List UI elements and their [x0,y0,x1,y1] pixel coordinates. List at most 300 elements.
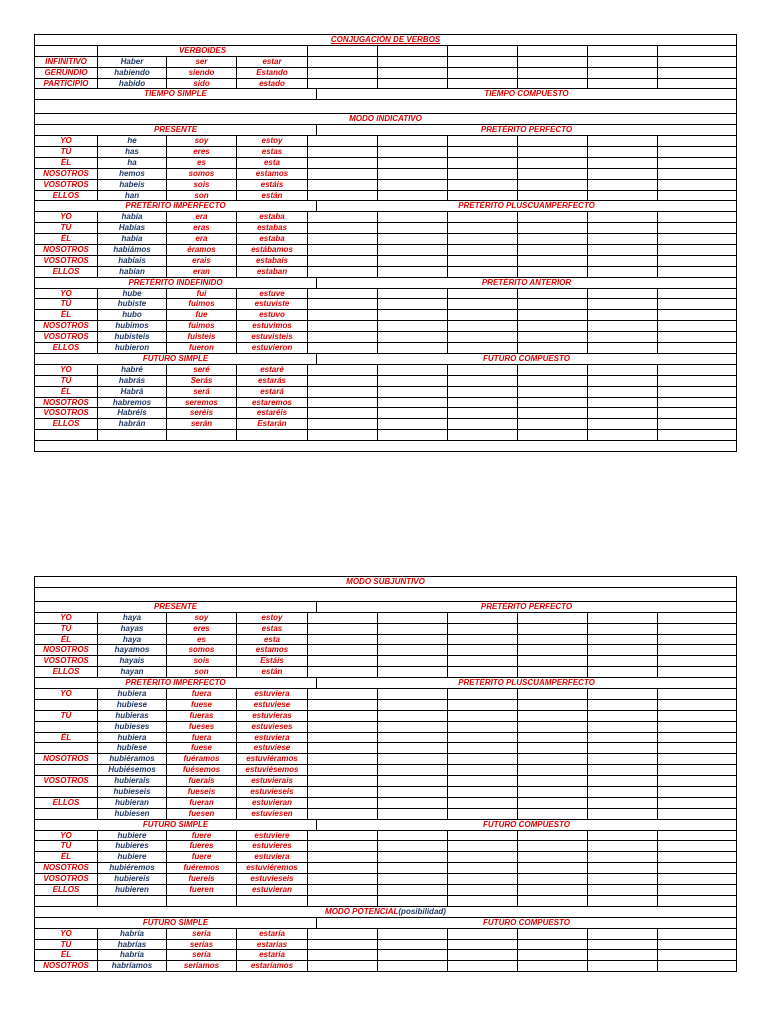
modo-potencial-row [35,907,736,918]
empty-cell [308,645,378,655]
conjugation-row [35,158,736,169]
ser-cell: fuera [167,689,237,699]
empty-cell [378,874,448,884]
tiempo-header-row-right-title: TIEMPO COMPUESTO [484,89,569,99]
empty-cell [378,408,448,418]
empty-cell [518,245,588,255]
empty-cell [518,863,588,873]
estar-cell: estuviéremos [237,863,308,873]
empty-cell [588,299,658,309]
haber-cell: hubiéremos [98,863,167,873]
empty-cell [518,831,588,841]
empty-cell [378,852,448,862]
ser-cell: soy [167,613,237,623]
empty-cell [658,831,736,841]
spacer-row [35,588,736,602]
empty-cell [308,212,378,222]
empty-cell [308,733,378,743]
pronoun-cell: YO [35,929,98,939]
ser-cell: soy [167,136,237,146]
ser-cell: fuésemos [167,765,237,775]
estar-cell: estuviésemos [237,765,308,775]
haber-cell: habiámos [98,245,167,255]
haber-cell: hayas [98,624,167,634]
empty-cell [658,929,736,939]
empty-cell [448,234,518,244]
empty-cell [518,776,588,786]
empty-cell [658,191,736,201]
pronoun-cell: VOSOTROS [35,408,98,418]
conjugation-row [35,711,736,722]
conjugation-row [35,223,736,234]
empty-cell [658,79,736,89]
haber-cell: has [98,147,167,157]
estar-cell: estuvo [237,310,308,320]
empty-cell [518,700,588,710]
conjugation-row [35,136,736,147]
pronoun-cell: YO [35,289,98,299]
empty-cell [658,667,736,677]
empty-cell [35,46,98,56]
pronoun-cell: VOSOTROS [35,656,98,666]
empty-cell [448,961,518,971]
empty-cell [518,689,588,699]
empty-cell [588,940,658,950]
tiempo-header-row-left-title: TIEMPO SIMPLE [35,89,317,99]
haber-cell: habré [98,365,167,375]
empty-cell [588,798,658,808]
empty-cell [448,700,518,710]
empty-cell [308,147,378,157]
conjugation-row [35,180,736,191]
tense-header-row-left-title: PRESENTE [35,602,317,612]
empty-cell [448,733,518,743]
ser-cell: fue [167,310,237,320]
haber-cell: hubiéramos [98,754,167,764]
tense-header-row [35,602,736,613]
verboide-ser: sido [167,79,237,89]
empty-cell [588,787,658,797]
pronoun-cell: ELLOS [35,419,98,429]
empty-cell [658,267,736,277]
spacer-row-blank [35,588,736,601]
empty-cell [658,212,736,222]
spacer-row [35,441,736,452]
empty-cell [308,191,378,201]
conjugation-row [35,961,736,972]
empty-cell [308,223,378,233]
empty-cell [658,950,736,960]
empty-cell [518,430,588,440]
tense-header-row-right-title: PRETÉRITO PLUSCUAMPERFECTO [458,201,595,211]
empty-cell [518,180,588,190]
empty-cell [308,700,378,710]
haber-cell: hubieses [98,722,167,732]
empty-cell [658,885,736,895]
pronoun-cell: ÉL [35,158,98,168]
empty-cell [448,191,518,201]
empty-cell [658,430,736,440]
empty-cell [588,169,658,179]
ser-cell: sois [167,656,237,666]
empty-cell [448,613,518,623]
tense-header-row [35,820,736,831]
estar-cell: Estarán [237,419,308,429]
tense-header-row-right-title: PRETÉRITO PERFECTO [480,125,573,135]
empty-cell [378,929,448,939]
empty-cell [448,711,518,721]
empty-cell [308,46,378,56]
haber-cell: hubierais [98,776,167,786]
haber-cell: había [98,212,167,222]
haber-cell: hubimos [98,321,167,331]
ser-cell: erais [167,256,237,266]
haber-cell: habrías [98,940,167,950]
empty-cell [378,147,448,157]
ser-cell: fuesen [167,809,237,819]
pronoun-cell: NOSOTROS [35,645,98,655]
pronoun-cell: ÉL [35,635,98,645]
empty-cell [308,180,378,190]
empty-cell [378,831,448,841]
empty-cell [378,613,448,623]
ser-cell: fueras [167,711,237,721]
empty-cell [658,343,736,353]
pronoun-cell [35,765,98,775]
empty-cell [448,863,518,873]
empty-cell [378,267,448,277]
ser-cell: eres [167,624,237,634]
empty-cell [448,256,518,266]
empty-cell [308,408,378,418]
empty-cell [308,929,378,939]
haber-cell: habeis [98,180,167,190]
estar-cell: estarás [237,376,308,386]
empty-cell [658,158,736,168]
empty-cell [308,321,378,331]
haber-cell: hubiera [98,733,167,743]
verboide-estar: Estando [237,68,308,78]
empty-cell [658,365,736,375]
empty-cell [378,256,448,266]
conjugation-row [35,765,736,776]
empty-cell [588,624,658,634]
haber-cell: hubiste [98,299,167,309]
conjugation-row [35,689,736,700]
conjugation-row [35,321,736,332]
empty-cell [588,852,658,862]
empty-cell [448,343,518,353]
empty-cell [378,299,448,309]
empty-cell [378,798,448,808]
estar-cell: esta [237,158,308,168]
ser-cell: fuera [167,733,237,743]
empty-cell [658,245,736,255]
estar-cell: estuvieres [237,841,308,851]
pronoun-cell: ÉL [35,950,98,960]
empty-cell [588,743,658,753]
empty-cell [588,863,658,873]
ser-cell: seréis [167,408,237,418]
empty-cell [518,169,588,179]
empty-cell [378,645,448,655]
empty-cell [308,267,378,277]
conjugation-row [35,940,736,951]
ser-cell: seríamos [167,961,237,971]
estar-cell: están [237,191,308,201]
empty-cell [308,950,378,960]
empty-cell [448,332,518,342]
empty-cell [448,874,518,884]
verboide-ser: ser [167,57,237,67]
haber-cell: hubiera [98,689,167,699]
empty-cell [658,299,736,309]
empty-cell [308,245,378,255]
empty-cell [518,961,588,971]
ser-cell: fuese [167,743,237,753]
empty-cell [308,68,378,78]
spacer-row-blank [35,100,736,113]
estar-cell: estará [237,387,308,397]
pronoun-cell: VOSOTROS [35,256,98,266]
empty-cell [658,234,736,244]
verboides-header-row [35,46,736,57]
verboide-estar: estar [237,57,308,67]
empty-cell [448,885,518,895]
conjugation-row [35,343,736,354]
empty-cell [518,929,588,939]
estar-cell: estamos [237,645,308,655]
empty-cell [518,68,588,78]
empty-cell [378,940,448,950]
pronoun-cell: NOSOTROS [35,398,98,408]
conjugation-row [35,852,736,863]
pronoun-cell: NOSOTROS [35,245,98,255]
empty-cell [448,624,518,634]
empty-cell [448,158,518,168]
conjugation-row [35,667,736,678]
empty-cell [448,896,518,906]
empty-cell [658,874,736,884]
haber-cell: habría [98,929,167,939]
tense-header-row-right-title: FUTURO COMPUESTO [483,819,570,829]
empty-cell [448,419,518,429]
conjugation-row [35,885,736,896]
pronoun-cell [35,722,98,732]
empty-cell [378,896,448,906]
verboide-row [35,57,736,68]
estar-cell: están [237,667,308,677]
empty-cell [308,874,378,884]
empty-cell [308,667,378,677]
empty-cell [378,343,448,353]
haber-cell: hubo [98,310,167,320]
empty-cell [378,310,448,320]
conjugation-row [35,841,736,852]
ser-cell: fuéremos [167,863,237,873]
ser-cell: fuéramos [167,754,237,764]
conjugation-row [35,743,736,754]
empty-cell [588,885,658,895]
estar-cell: estuviesen [237,809,308,819]
empty-cell [588,289,658,299]
empty-cell [448,180,518,190]
pronoun-cell: ELLOS [35,267,98,277]
empty-cell [658,68,736,78]
empty-cell [658,332,736,342]
conjugation-row [35,950,736,961]
estar-cell: estuvieras [237,711,308,721]
empty-cell [658,656,736,666]
empty-cell [658,136,736,146]
empty-cell [378,169,448,179]
empty-cell [448,136,518,146]
empty-cell [588,831,658,841]
empty-cell [588,256,658,266]
empty-cell [448,267,518,277]
empty-cell [588,754,658,764]
tense-header-row-right-title: PRETÉRITO ANTERIOR [481,277,572,287]
empty-cell [308,831,378,841]
haber-cell: hemos [98,169,167,179]
pronoun-cell: YO [35,136,98,146]
estar-cell: estas [237,624,308,634]
empty-cell [378,841,448,851]
conjugation-row [35,874,736,885]
empty-cell [308,256,378,266]
modo-potencial-row-text: MODO POTENCIAL(posibilidad) [325,906,446,916]
empty-cell [588,398,658,408]
empty-cell [518,874,588,884]
empty-cell [588,961,658,971]
haber-cell: hubieseis [98,787,167,797]
empty-cell [518,46,588,56]
empty-cell [518,267,588,277]
empty-cell [518,419,588,429]
tense-header-row-right-title: FUTURO COMPUESTO [483,917,570,927]
ser-cell: sería [167,950,237,960]
empty-cell [588,234,658,244]
conjugation-row [35,365,736,376]
empty-cell [378,212,448,222]
empty-cell [658,387,736,397]
empty-cell [518,191,588,201]
empty-cell [308,776,378,786]
estar-cell: estuviese [237,743,308,753]
empty-cell [518,743,588,753]
conjugation-row [35,299,736,310]
ser-cell: sois [167,180,237,190]
empty-cell [308,613,378,623]
empty-cell [518,809,588,819]
verboide-estar: estado [237,79,308,89]
pronoun-cell [35,700,98,710]
empty-cell [448,743,518,753]
empty-cell [378,223,448,233]
empty-cell [378,961,448,971]
empty-cell [237,430,308,440]
empty-cell [658,787,736,797]
haber-cell: haya [98,613,167,623]
empty-cell [518,343,588,353]
tense-header-row-left-title: PRETÉRITO IMPERFECTO [35,678,317,688]
estar-cell: estuvieses [237,722,308,732]
empty-cell [308,940,378,950]
empty-cell [588,191,658,201]
empty-cell [518,256,588,266]
empty-cell [308,841,378,851]
pronoun-cell: ÉL [35,310,98,320]
pronoun-cell: TÚ [35,147,98,157]
pronoun-cell: ELLOS [35,191,98,201]
haber-cell: ha [98,158,167,168]
empty-cell [588,419,658,429]
empty-cell [308,365,378,375]
empty-cell [518,733,588,743]
pronoun-cell: ELLOS [35,885,98,895]
tense-header-row-left-title: FUTURO SIMPLE [35,918,317,928]
empty-cell [308,310,378,320]
empty-cell [518,212,588,222]
empty-cell [658,147,736,157]
haber-cell: hube [98,289,167,299]
empty-cell [518,841,588,851]
empty-cell [448,398,518,408]
haber-cell: hubieran [98,798,167,808]
empty-cell [448,776,518,786]
empty-cell [518,667,588,677]
ser-cell: fueres [167,841,237,851]
empty-cell [378,158,448,168]
empty-cell [448,365,518,375]
ser-cell: éramos [167,245,237,255]
conjugation-row [35,624,736,635]
estar-cell: estuvieron [237,343,308,353]
ser-cell: fuese [167,700,237,710]
empty-cell [658,809,736,819]
empty-cell [378,321,448,331]
ser-cell: seremos [167,398,237,408]
subjunctive-conjugation-table [34,576,737,972]
verboide-label: PARTICIPIO [35,79,98,89]
haber-cell: habrás [98,376,167,386]
conjugation-row [35,169,736,180]
empty-cell [35,430,98,440]
empty-cell [658,689,736,699]
empty-cell [378,787,448,797]
conjugation-row [35,656,736,667]
ser-cell: somos [167,169,237,179]
empty-cell [378,885,448,895]
estar-cell: estuvierais [237,776,308,786]
haber-cell: hubiese [98,743,167,753]
empty-cell [98,430,167,440]
empty-cell [518,645,588,655]
estar-cell: estoy [237,613,308,623]
empty-cell [378,387,448,397]
estar-cell: estuviera [237,733,308,743]
empty-cell [308,57,378,67]
conjugation-row [35,700,736,711]
conjugation-row [35,645,736,656]
empty-cell [448,656,518,666]
haber-cell: Hubiésemos [98,765,167,775]
empty-cell [588,613,658,623]
haber-cell: hubieras [98,711,167,721]
conjugation-row [35,722,736,733]
tense-header-row-right-title: PRETÉRITO PERFECTO [480,601,573,611]
pronoun-cell: TÚ [35,940,98,950]
